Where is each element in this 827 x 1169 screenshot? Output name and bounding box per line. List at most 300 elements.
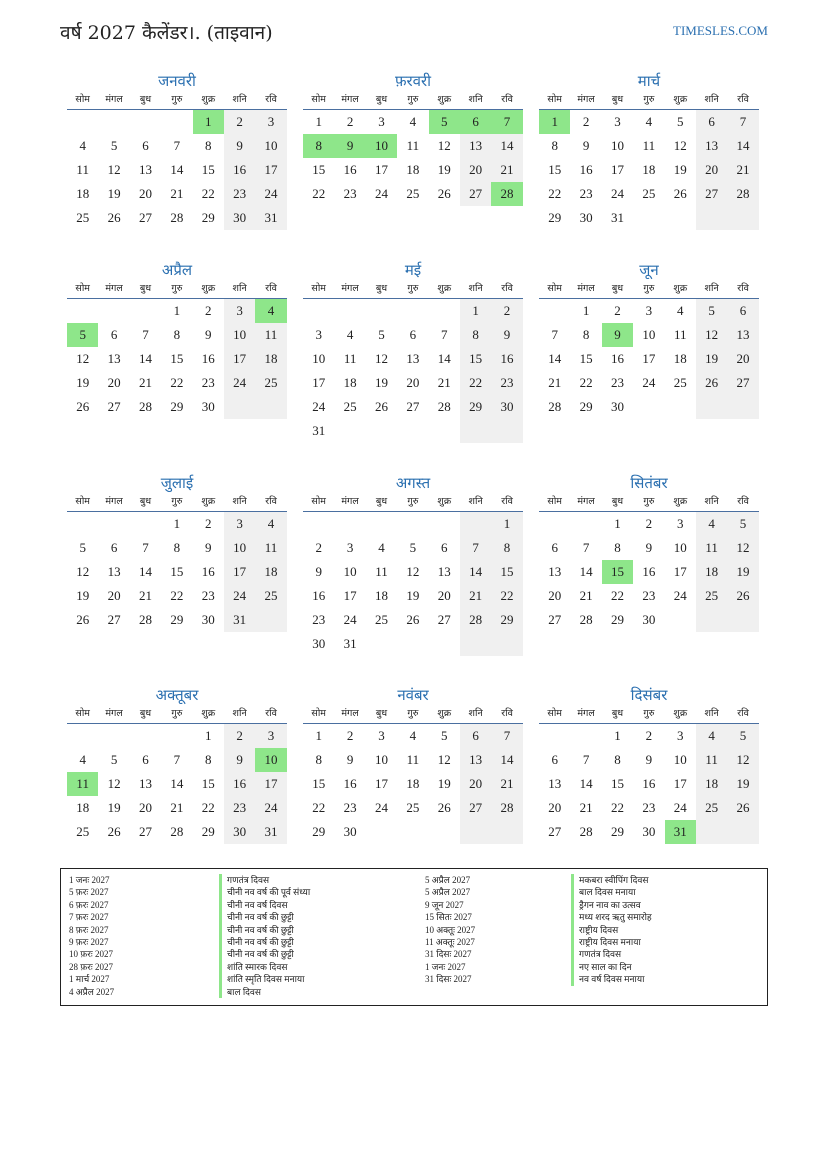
day-cell[interactable]: 28 bbox=[579, 824, 593, 839]
day-cell[interactable]: 23 bbox=[610, 375, 624, 390]
day-cell[interactable]: 14 bbox=[491, 748, 522, 772]
day-cell[interactable]: 15 bbox=[548, 162, 562, 177]
day-cell[interactable]: 4 bbox=[346, 327, 354, 342]
day-cell[interactable]: 1 bbox=[539, 110, 570, 134]
day-cell[interactable]: 1 bbox=[614, 516, 621, 531]
day-cell[interactable]: 15 bbox=[579, 351, 593, 366]
day-cell[interactable]: 2 bbox=[205, 303, 212, 318]
day-cell[interactable]: 30 bbox=[224, 206, 255, 230]
day-cell[interactable]: 13 bbox=[107, 351, 121, 366]
day-cell[interactable]: 20 bbox=[107, 375, 121, 390]
day-cell[interactable]: 31 bbox=[343, 636, 357, 651]
day-cell[interactable]: 6 bbox=[409, 327, 417, 342]
day-cell[interactable]: 9 bbox=[205, 327, 212, 342]
day-cell[interactable]: 3 bbox=[378, 728, 385, 743]
day-cell[interactable]: 12 bbox=[374, 351, 388, 366]
day-cell[interactable]: 6 bbox=[110, 327, 118, 342]
day-cell[interactable]: 21 bbox=[437, 375, 451, 390]
day-cell[interactable]: 30 bbox=[610, 399, 624, 414]
day-cell[interactable]: 30 bbox=[491, 395, 522, 419]
day-cell[interactable]: 2 bbox=[224, 724, 255, 748]
day-cell[interactable]: 22 bbox=[610, 800, 624, 815]
day-cell[interactable]: 5 bbox=[110, 752, 118, 767]
day-cell[interactable]: 20 bbox=[548, 800, 562, 815]
day-cell[interactable]: 10 bbox=[255, 134, 286, 158]
day-cell[interactable]: 15 bbox=[602, 560, 633, 584]
day-cell[interactable]: 16 bbox=[642, 776, 656, 791]
day-cell[interactable]: 3 bbox=[378, 114, 385, 129]
day-cell[interactable]: 10 bbox=[374, 752, 388, 767]
day-cell[interactable]: 10 bbox=[673, 540, 687, 555]
day-cell[interactable]: 9 bbox=[645, 540, 653, 555]
day-cell[interactable]: 23 bbox=[201, 375, 215, 390]
day-cell[interactable]: 29 bbox=[312, 824, 326, 839]
day-cell[interactable]: 20 bbox=[406, 375, 420, 390]
day-cell[interactable]: 2 bbox=[645, 728, 653, 743]
day-cell[interactable]: 29 bbox=[460, 395, 491, 419]
day-cell[interactable]: 7 bbox=[142, 327, 149, 342]
day-cell[interactable]: 7 bbox=[727, 110, 758, 134]
day-cell[interactable]: 25 bbox=[374, 612, 388, 627]
day-cell[interactable]: 19 bbox=[406, 588, 420, 603]
day-cell[interactable]: 15 bbox=[312, 776, 326, 791]
day-cell[interactable]: 20 bbox=[107, 588, 121, 603]
day-cell[interactable]: 6 bbox=[727, 299, 758, 323]
day-cell[interactable]: 25 bbox=[696, 584, 727, 608]
day-cell[interactable]: 16 bbox=[224, 772, 255, 796]
day-cell[interactable]: 4 bbox=[79, 138, 86, 153]
day-cell[interactable]: 21 bbox=[491, 158, 522, 182]
day-cell[interactable]: 3 bbox=[315, 327, 322, 342]
day-cell[interactable]: 22 bbox=[460, 371, 491, 395]
day-cell[interactable]: 9 bbox=[346, 752, 354, 767]
day-cell[interactable]: 4 bbox=[255, 299, 286, 323]
day-cell[interactable]: 28 bbox=[548, 399, 562, 414]
day-cell[interactable]: 18 bbox=[343, 375, 357, 390]
day-cell[interactable]: 24 bbox=[312, 399, 326, 414]
day-cell[interactable]: 6 bbox=[696, 110, 727, 134]
day-cell[interactable]: 7 bbox=[551, 327, 558, 342]
day-cell[interactable]: 17 bbox=[673, 776, 687, 791]
day-cell[interactable]: 4 bbox=[409, 114, 417, 129]
day-cell[interactable]: 27 bbox=[138, 824, 152, 839]
day-cell[interactable]: 27 bbox=[138, 210, 152, 225]
day-cell[interactable]: 5 bbox=[409, 540, 417, 555]
day-cell[interactable]: 2 bbox=[491, 299, 522, 323]
day-cell[interactable]: 11 bbox=[255, 323, 286, 347]
day-cell[interactable]: 30 bbox=[579, 210, 593, 225]
day-cell[interactable]: 9 bbox=[315, 564, 322, 579]
day-cell[interactable]: 14 bbox=[727, 134, 758, 158]
day-cell[interactable]: 8 bbox=[173, 327, 181, 342]
day-cell[interactable]: 1 bbox=[173, 303, 181, 318]
day-cell[interactable]: 15 bbox=[312, 162, 326, 177]
day-cell[interactable]: 9 bbox=[582, 138, 590, 153]
day-cell[interactable]: 31 bbox=[610, 210, 624, 225]
day-cell[interactable]: 22 bbox=[312, 800, 326, 815]
day-cell[interactable]: 11 bbox=[696, 748, 727, 772]
day-cell[interactable]: 23 bbox=[224, 796, 255, 820]
day-cell[interactable]: 4 bbox=[378, 540, 385, 555]
day-cell[interactable]: 26 bbox=[76, 399, 90, 414]
day-cell[interactable]: 23 bbox=[579, 186, 593, 201]
day-cell[interactable]: 9 bbox=[334, 134, 365, 158]
day-cell[interactable]: 1 bbox=[315, 114, 322, 129]
day-cell[interactable]: 16 bbox=[491, 347, 522, 371]
day-cell[interactable]: 8 bbox=[460, 323, 491, 347]
day-cell[interactable]: 24 bbox=[374, 800, 388, 815]
day-cell[interactable]: 2 bbox=[315, 540, 322, 555]
day-cell[interactable]: 23 bbox=[224, 182, 255, 206]
day-cell[interactable]: 30 bbox=[343, 824, 357, 839]
day-cell[interactable]: 12 bbox=[437, 138, 451, 153]
day-cell[interactable]: 28 bbox=[579, 612, 593, 627]
day-cell[interactable]: 26 bbox=[727, 584, 758, 608]
day-cell[interactable]: 31 bbox=[255, 206, 286, 230]
day-cell[interactable]: 13 bbox=[460, 134, 491, 158]
day-cell[interactable]: 7 bbox=[460, 536, 491, 560]
day-cell[interactable]: 6 bbox=[460, 110, 491, 134]
day-cell[interactable]: 11 bbox=[255, 536, 286, 560]
day-cell[interactable]: 21 bbox=[170, 186, 184, 201]
day-cell[interactable]: 19 bbox=[673, 162, 687, 177]
day-cell[interactable]: 3 bbox=[224, 512, 255, 536]
day-cell[interactable]: 5 bbox=[67, 323, 98, 347]
day-cell[interactable]: 13 bbox=[107, 564, 121, 579]
day-cell[interactable]: 9 bbox=[224, 748, 255, 772]
day-cell[interactable]: 12 bbox=[76, 564, 90, 579]
day-cell[interactable]: 6 bbox=[551, 752, 558, 767]
day-cell[interactable]: 6 bbox=[551, 540, 558, 555]
day-cell[interactable]: 2 bbox=[346, 728, 354, 743]
day-cell[interactable]: 12 bbox=[107, 776, 121, 791]
day-cell[interactable]: 5 bbox=[110, 138, 118, 153]
day-cell[interactable]: 8 bbox=[614, 540, 621, 555]
day-cell[interactable]: 30 bbox=[642, 824, 656, 839]
day-cell[interactable]: 23 bbox=[642, 800, 656, 815]
day-cell[interactable]: 17 bbox=[343, 588, 357, 603]
day-cell[interactable]: 21 bbox=[170, 800, 184, 815]
day-cell[interactable]: 30 bbox=[312, 636, 326, 651]
day-cell[interactable]: 10 bbox=[366, 134, 397, 158]
day-cell[interactable]: 13 bbox=[727, 323, 758, 347]
day-cell[interactable]: 18 bbox=[696, 560, 727, 584]
day-cell[interactable]: 4 bbox=[255, 512, 286, 536]
day-cell[interactable]: 17 bbox=[224, 560, 255, 584]
day-cell[interactable]: 21 bbox=[579, 588, 593, 603]
day-cell[interactable]: 29 bbox=[170, 399, 184, 414]
day-cell[interactable]: 13 bbox=[138, 776, 152, 791]
day-cell[interactable]: 3 bbox=[645, 303, 653, 318]
day-cell[interactable]: 22 bbox=[579, 375, 593, 390]
day-cell[interactable]: 8 bbox=[614, 752, 621, 767]
day-cell[interactable]: 26 bbox=[76, 612, 90, 627]
day-cell[interactable]: 31 bbox=[665, 820, 696, 844]
day-cell[interactable]: 28 bbox=[491, 182, 522, 206]
day-cell[interactable]: 15 bbox=[201, 776, 215, 791]
day-cell[interactable]: 19 bbox=[727, 560, 758, 584]
day-cell[interactable]: 23 bbox=[312, 612, 326, 627]
day-cell[interactable]: 11 bbox=[343, 351, 357, 366]
day-cell[interactable]: 24 bbox=[610, 186, 624, 201]
day-cell[interactable]: 13 bbox=[138, 162, 152, 177]
day-cell[interactable]: 17 bbox=[374, 162, 388, 177]
day-cell[interactable]: 18 bbox=[696, 772, 727, 796]
day-cell[interactable]: 31 bbox=[312, 423, 326, 438]
day-cell[interactable]: 8 bbox=[205, 752, 212, 767]
day-cell[interactable]: 20 bbox=[460, 772, 491, 796]
day-cell[interactable]: 10 bbox=[224, 323, 255, 347]
day-cell[interactable]: 28 bbox=[170, 210, 184, 225]
day-cell[interactable]: 27 bbox=[107, 612, 121, 627]
day-cell[interactable]: 20 bbox=[727, 347, 758, 371]
day-cell[interactable]: 26 bbox=[406, 612, 420, 627]
day-cell[interactable]: 14 bbox=[170, 776, 184, 791]
day-cell[interactable]: 1 bbox=[460, 299, 491, 323]
day-cell[interactable]: 20 bbox=[696, 158, 727, 182]
day-cell[interactable]: 17 bbox=[224, 347, 255, 371]
day-cell[interactable]: 11 bbox=[673, 327, 687, 342]
day-cell[interactable]: 3 bbox=[677, 728, 684, 743]
day-cell[interactable]: 24 bbox=[343, 612, 357, 627]
day-cell[interactable]: 17 bbox=[642, 351, 656, 366]
day-cell[interactable]: 10 bbox=[224, 536, 255, 560]
day-cell[interactable]: 26 bbox=[673, 186, 687, 201]
day-cell[interactable]: 10 bbox=[673, 752, 687, 767]
day-cell[interactable]: 24 bbox=[224, 584, 255, 608]
day-cell[interactable]: 2 bbox=[224, 110, 255, 134]
day-cell[interactable]: 3 bbox=[346, 540, 354, 555]
day-cell[interactable]: 10 bbox=[642, 327, 656, 342]
day-cell[interactable]: 8 bbox=[205, 138, 212, 153]
day-cell[interactable]: 30 bbox=[224, 820, 255, 844]
day-cell[interactable]: 23 bbox=[491, 371, 522, 395]
day-cell[interactable]: 19 bbox=[107, 800, 121, 815]
day-cell[interactable]: 9 bbox=[602, 323, 633, 347]
day-cell[interactable]: 24 bbox=[255, 182, 286, 206]
day-cell[interactable]: 16 bbox=[201, 351, 215, 366]
day-cell[interactable]: 18 bbox=[374, 588, 388, 603]
day-cell[interactable]: 1 bbox=[205, 728, 212, 743]
day-cell[interactable]: 9 bbox=[645, 752, 653, 767]
day-cell[interactable]: 4 bbox=[645, 114, 653, 129]
day-cell[interactable]: 7 bbox=[441, 327, 448, 342]
day-cell[interactable]: 8 bbox=[303, 134, 334, 158]
day-cell[interactable]: 29 bbox=[170, 612, 184, 627]
day-cell[interactable]: 31 bbox=[255, 820, 286, 844]
day-cell[interactable]: 19 bbox=[437, 776, 451, 791]
day-cell[interactable]: 11 bbox=[67, 772, 98, 796]
day-cell[interactable]: 25 bbox=[255, 584, 286, 608]
day-cell[interactable]: 6 bbox=[110, 540, 118, 555]
day-cell[interactable]: 19 bbox=[107, 186, 121, 201]
day-cell[interactable]: 15 bbox=[610, 776, 624, 791]
day-cell[interactable]: 12 bbox=[437, 752, 451, 767]
day-cell[interactable]: 27 bbox=[406, 399, 420, 414]
day-cell[interactable]: 21 bbox=[548, 375, 562, 390]
day-cell[interactable]: 8 bbox=[173, 540, 181, 555]
day-cell[interactable]: 28 bbox=[460, 608, 491, 632]
day-cell[interactable]: 10 bbox=[255, 748, 286, 772]
day-cell[interactable]: 23 bbox=[201, 588, 215, 603]
day-cell[interactable]: 21 bbox=[727, 158, 758, 182]
day-cell[interactable]: 24 bbox=[673, 800, 687, 815]
day-cell[interactable]: 27 bbox=[727, 371, 758, 395]
day-cell[interactable]: 8 bbox=[315, 752, 322, 767]
day-cell[interactable]: 25 bbox=[76, 210, 90, 225]
day-cell[interactable]: 4 bbox=[677, 303, 684, 318]
day-cell[interactable]: 2 bbox=[614, 303, 621, 318]
day-cell[interactable]: 10 bbox=[343, 564, 357, 579]
day-cell[interactable]: 21 bbox=[460, 584, 491, 608]
day-cell[interactable]: 27 bbox=[437, 612, 451, 627]
day-cell[interactable]: 5 bbox=[441, 728, 448, 743]
day-cell[interactable]: 26 bbox=[107, 210, 121, 225]
day-cell[interactable]: 27 bbox=[107, 399, 121, 414]
day-cell[interactable]: 17 bbox=[610, 162, 624, 177]
day-cell[interactable]: 21 bbox=[491, 772, 522, 796]
day-cell[interactable]: 17 bbox=[673, 564, 687, 579]
day-cell[interactable]: 24 bbox=[673, 588, 687, 603]
day-cell[interactable]: 3 bbox=[677, 516, 684, 531]
day-cell[interactable]: 29 bbox=[610, 612, 624, 627]
day-cell[interactable]: 29 bbox=[491, 608, 522, 632]
day-cell[interactable]: 2 bbox=[582, 114, 590, 129]
day-cell[interactable]: 18 bbox=[255, 560, 286, 584]
day-cell[interactable]: 20 bbox=[138, 186, 152, 201]
day-cell[interactable]: 29 bbox=[610, 824, 624, 839]
day-cell[interactable]: 17 bbox=[374, 776, 388, 791]
day-cell[interactable]: 20 bbox=[138, 800, 152, 815]
day-cell[interactable]: 20 bbox=[460, 158, 491, 182]
day-cell[interactable]: 11 bbox=[375, 564, 388, 579]
day-cell[interactable]: 14 bbox=[579, 564, 593, 579]
site-link[interactable]: TIMESLES.COM bbox=[673, 23, 768, 38]
day-cell[interactable]: 3 bbox=[255, 724, 286, 748]
day-cell[interactable]: 14 bbox=[437, 351, 451, 366]
day-cell[interactable]: 14 bbox=[460, 560, 491, 584]
day-cell[interactable]: 11 bbox=[76, 162, 89, 177]
day-cell[interactable]: 18 bbox=[406, 162, 420, 177]
day-cell[interactable]: 1 bbox=[315, 728, 322, 743]
day-cell[interactable]: 8 bbox=[551, 138, 558, 153]
day-cell[interactable]: 19 bbox=[76, 588, 90, 603]
day-cell[interactable]: 1 bbox=[614, 728, 621, 743]
day-cell[interactable]: 24 bbox=[374, 186, 388, 201]
day-cell[interactable]: 11 bbox=[696, 536, 727, 560]
day-cell[interactable]: 20 bbox=[437, 588, 451, 603]
day-cell[interactable]: 7 bbox=[491, 724, 522, 748]
day-cell[interactable]: 25 bbox=[406, 186, 420, 201]
day-cell[interactable]: 9 bbox=[205, 540, 212, 555]
day-cell[interactable]: 15 bbox=[170, 564, 184, 579]
day-cell[interactable]: 23 bbox=[343, 186, 357, 201]
day-cell[interactable]: 7 bbox=[173, 752, 181, 767]
day-cell[interactable]: 31 bbox=[224, 608, 255, 632]
day-cell[interactable]: 16 bbox=[312, 588, 326, 603]
day-cell[interactable]: 5 bbox=[727, 724, 758, 748]
day-cell[interactable]: 22 bbox=[170, 375, 184, 390]
day-cell[interactable]: 28 bbox=[138, 612, 152, 627]
day-cell[interactable]: 12 bbox=[727, 748, 758, 772]
day-cell[interactable]: 28 bbox=[138, 399, 152, 414]
day-cell[interactable]: 16 bbox=[343, 776, 357, 791]
day-cell[interactable]: 5 bbox=[378, 327, 385, 342]
day-cell[interactable]: 1 bbox=[582, 303, 590, 318]
day-cell[interactable]: 27 bbox=[460, 182, 491, 206]
day-cell[interactable]: 26 bbox=[107, 824, 121, 839]
day-cell[interactable]: 1 bbox=[491, 512, 522, 536]
day-cell[interactable]: 10 bbox=[610, 138, 624, 153]
day-cell[interactable]: 22 bbox=[312, 186, 326, 201]
day-cell[interactable]: 2 bbox=[346, 114, 354, 129]
day-cell[interactable]: 29 bbox=[579, 399, 593, 414]
day-cell[interactable]: 4 bbox=[79, 752, 86, 767]
day-cell[interactable]: 30 bbox=[642, 612, 656, 627]
day-cell[interactable]: 2 bbox=[645, 516, 653, 531]
day-cell[interactable]: 17 bbox=[255, 772, 286, 796]
day-cell[interactable]: 12 bbox=[406, 564, 420, 579]
day-cell[interactable]: 14 bbox=[491, 134, 522, 158]
day-cell[interactable]: 21 bbox=[138, 588, 152, 603]
day-cell[interactable]: 7 bbox=[582, 540, 590, 555]
day-cell[interactable]: 20 bbox=[548, 588, 562, 603]
day-cell[interactable]: 19 bbox=[374, 375, 388, 390]
day-cell[interactable]: 25 bbox=[76, 824, 90, 839]
day-cell[interactable]: 16 bbox=[224, 158, 255, 182]
day-cell[interactable]: 1 bbox=[193, 110, 224, 134]
day-cell[interactable]: 6 bbox=[460, 724, 491, 748]
day-cell[interactable]: 12 bbox=[107, 162, 121, 177]
day-cell[interactable]: 24 bbox=[224, 371, 255, 395]
day-cell[interactable]: 15 bbox=[460, 347, 491, 371]
day-cell[interactable]: 7 bbox=[582, 752, 590, 767]
day-cell[interactable]: 12 bbox=[76, 351, 90, 366]
day-cell[interactable]: 19 bbox=[727, 772, 758, 796]
day-cell[interactable]: 21 bbox=[579, 800, 593, 815]
day-cell[interactable]: 5 bbox=[696, 299, 727, 323]
day-cell[interactable]: 18 bbox=[255, 347, 286, 371]
day-cell[interactable]: 14 bbox=[170, 162, 184, 177]
day-cell[interactable]: 22 bbox=[610, 588, 624, 603]
day-cell[interactable]: 24 bbox=[642, 375, 656, 390]
day-cell[interactable]: 28 bbox=[727, 182, 758, 206]
day-cell[interactable]: 16 bbox=[642, 564, 656, 579]
day-cell[interactable]: 26 bbox=[437, 186, 451, 201]
day-cell[interactable]: 13 bbox=[406, 351, 420, 366]
day-cell[interactable]: 5 bbox=[79, 540, 86, 555]
day-cell[interactable]: 17 bbox=[255, 158, 286, 182]
day-cell[interactable]: 22 bbox=[170, 588, 184, 603]
day-cell[interactable]: 8 bbox=[491, 536, 522, 560]
day-cell[interactable]: 13 bbox=[696, 134, 727, 158]
day-cell[interactable]: 15 bbox=[201, 162, 215, 177]
day-cell[interactable]: 13 bbox=[437, 564, 451, 579]
day-cell[interactable]: 19 bbox=[76, 375, 90, 390]
day-cell[interactable]: 1 bbox=[173, 516, 181, 531]
day-cell[interactable]: 25 bbox=[642, 186, 656, 201]
day-cell[interactable]: 18 bbox=[76, 186, 90, 201]
day-cell[interactable]: 26 bbox=[374, 399, 388, 414]
day-cell[interactable]: 10 bbox=[312, 351, 326, 366]
day-cell[interactable]: 4 bbox=[696, 724, 727, 748]
day-cell[interactable]: 12 bbox=[727, 536, 758, 560]
day-cell[interactable]: 26 bbox=[727, 796, 758, 820]
day-cell[interactable]: 11 bbox=[406, 138, 420, 153]
day-cell[interactable]: 19 bbox=[696, 347, 727, 371]
day-cell[interactable]: 30 bbox=[201, 399, 215, 414]
day-cell[interactable]: 28 bbox=[437, 399, 451, 414]
